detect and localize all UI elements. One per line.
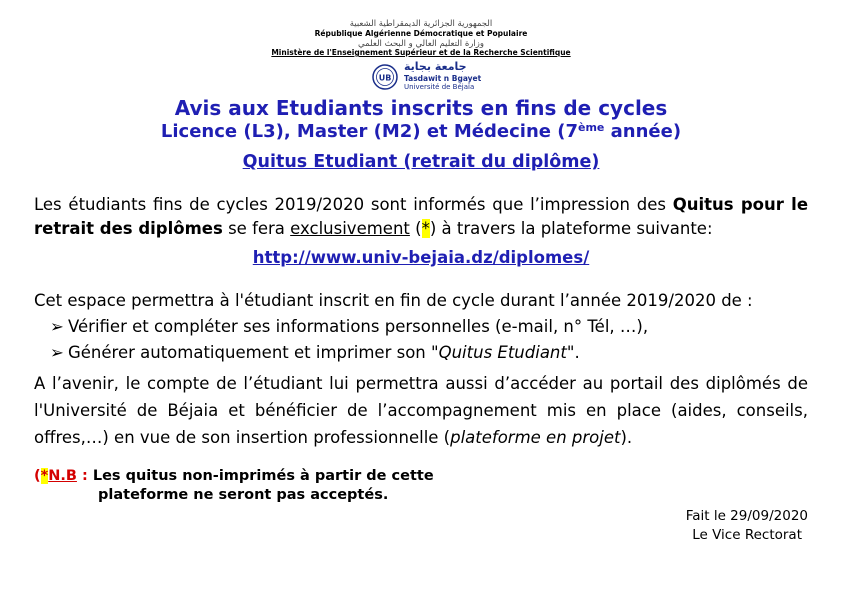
signature-signer: Le Vice Rectorat [692,527,802,543]
subtitle-superscript: ème [578,121,605,134]
subtitle-part-b: année) [604,121,682,142]
intro-text-b: se fera [222,219,291,238]
intro-bold: Quitus pour le retrait des diplômes [34,195,809,238]
list-item [50,315,648,339]
platform-link[interactable]: http://www.univ-bejaia.dz/diplomes/ [252,248,590,267]
space-paragraph: Cet espace permettra à l'étudiant inscrit en fin de cycle durant l’année 2019/2020 de : [34,291,753,310]
future-italic: plateforme en projet [450,428,621,447]
nb-note [34,465,434,487]
university-crest-icon [372,62,398,92]
intro-underlined: exclusivement [290,219,410,238]
header-french-ministry: Ministère de l'Enseignement Supérieur et de la Recherche Scientifique [271,48,571,57]
arrow-bullet-icon: ➢ [50,317,64,336]
nb-open-paren: ( [34,468,41,484]
future-text-b: ). [620,428,633,447]
logo-french-name: Université de Béjaïa [404,83,475,91]
nb-colon: : [76,468,93,484]
intro-star-highlight: * [421,219,430,238]
list-item [50,341,580,365]
future-paragraph [34,370,808,451]
logo-berber-name: Tasdawit n Bgayet [404,74,482,83]
nb-line-2: plateforme ne seront pas acceptés. [98,487,389,503]
intro-text-c: ( [409,219,422,238]
nb-line-1: Les quitus non-imprimés à partir de cette [92,468,434,484]
header-arabic-republic: الجمهورية الجزائرية الديمقراطية الشعبية [349,19,493,29]
arrow-bullet-icon: ➢ [50,343,64,362]
list-item-2-italic: Quitus Etudiant [438,343,567,362]
list-item-2-text-b: ". [566,343,580,362]
logo-arabic-name: جامعة بجاية [404,60,467,73]
list-item-2-text-a: Générer automatiquement et imprimer son " [68,343,439,362]
header-arabic-ministry: وزارة التعليم العالي و البحث العلمي [358,39,484,49]
crest-initials: UB [378,73,392,83]
header-french-republic: République Algérienne Démocratique et Populaire [314,29,528,38]
notice-subtitle [0,121,842,142]
notice-title: Avis aux Etudiants inscrits en fins de cycles [174,96,668,120]
nb-label: N.B [48,468,77,484]
nb-star-highlight: * [40,468,49,484]
signature-date: Fait le 29/09/2020 [685,508,808,524]
intro-text-a: Les étudiants fins de cycles 2019/2020 sont informés que l’impression des [34,195,673,214]
list-item-1-text: Vérifier et compléter ses informations personnelles (e-mail, n° Tél, …), [68,317,649,336]
intro-text-d: ) à travers la plateforme suivante: [429,219,713,238]
future-text-a: A l’avenir, le compte de l’étudiant lui permettra aussi d’accéder au portail des diplômés de l'Université de Béjaia et bénéficier de l’accompagnement mis en place (aides, conseils, offres,…) en vue de son insertion professionnelle ( [34,374,808,447]
intro-paragraph [34,193,808,241]
university-logo [372,60,512,94]
subtitle-part-a: Licence (L3), Master (M2) et Médecine (7 [160,121,578,142]
notice-heading: Quitus Etudiant (retrait du diplôme) [242,152,600,172]
